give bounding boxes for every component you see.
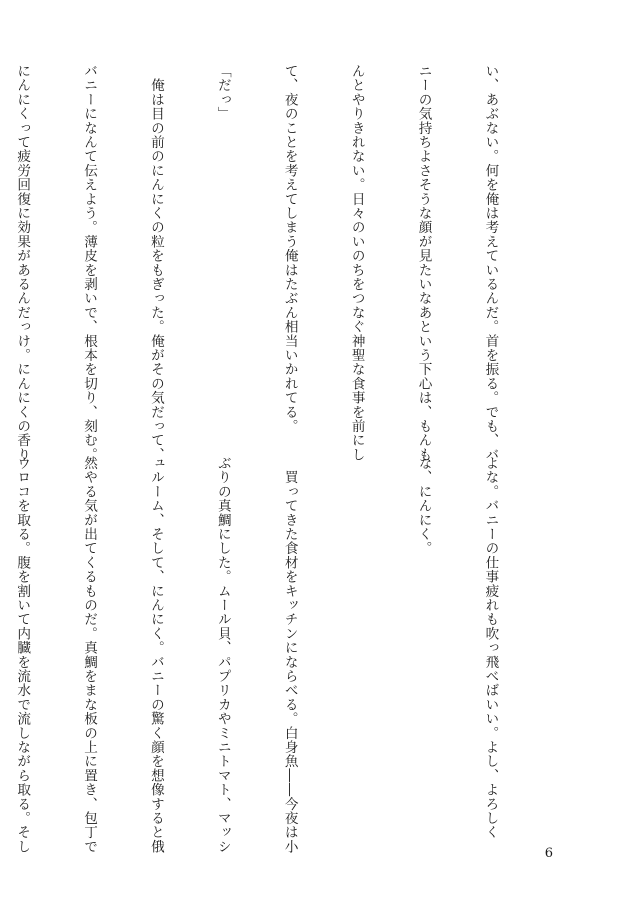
text-column: バニーになんて伝えよう。薄皮を剥いで、根本を切り、刻む。 xyxy=(81,64,98,462)
text-column: 「だっ」 xyxy=(214,64,231,121)
text-block-lower xyxy=(14,456,546,854)
text-column: て、夜のことを考えてしまう俺はたぶん相当いかれてる。 xyxy=(281,64,298,434)
text-column-blank xyxy=(345,456,367,786)
text-column: な、にんにく。 xyxy=(415,456,432,556)
text-column: にんにくって疲労回復に効果があるんだっけ。にんにくの香り xyxy=(14,64,31,462)
text-column: 然やる気が出てくるものだ。真鯛をまな板の上に置き、包丁で xyxy=(81,456,98,854)
text-column: ニーの気持ちよさそうな顔が見たいなあという下心は、もんも xyxy=(415,64,432,462)
page-number: 6 xyxy=(544,846,553,861)
text-column: い、あぶない。何を俺は考えているんだ。首を振る。でも、バ xyxy=(482,64,499,462)
text-column: んとやりきれない。日々のいのちをつなぐ神聖な食事を前にし xyxy=(348,64,365,462)
text-block-upper xyxy=(14,64,546,462)
text-column: 俺は目の前のにんにくの粒をもぎった。俺がその気だって、 xyxy=(147,64,164,462)
text-column: ぶりの真鯛にした。ムール貝、パプリカやミニトマト、マッシ xyxy=(214,456,231,854)
text-column: よな。バニーの仕事疲れも吹っ飛べばいい。よし、よろしく xyxy=(482,456,499,840)
text-column: 買ってきた食材をキッチンにならべる。白身魚――今夜は小 xyxy=(281,456,298,854)
text-column: ウロコを取る。腹を割いて内臓を流水で流しながら取る。そし xyxy=(14,456,31,854)
text-column: ュルーム、そして、にんにく。バニーの驚く顔を想像すると俄 xyxy=(147,456,164,854)
